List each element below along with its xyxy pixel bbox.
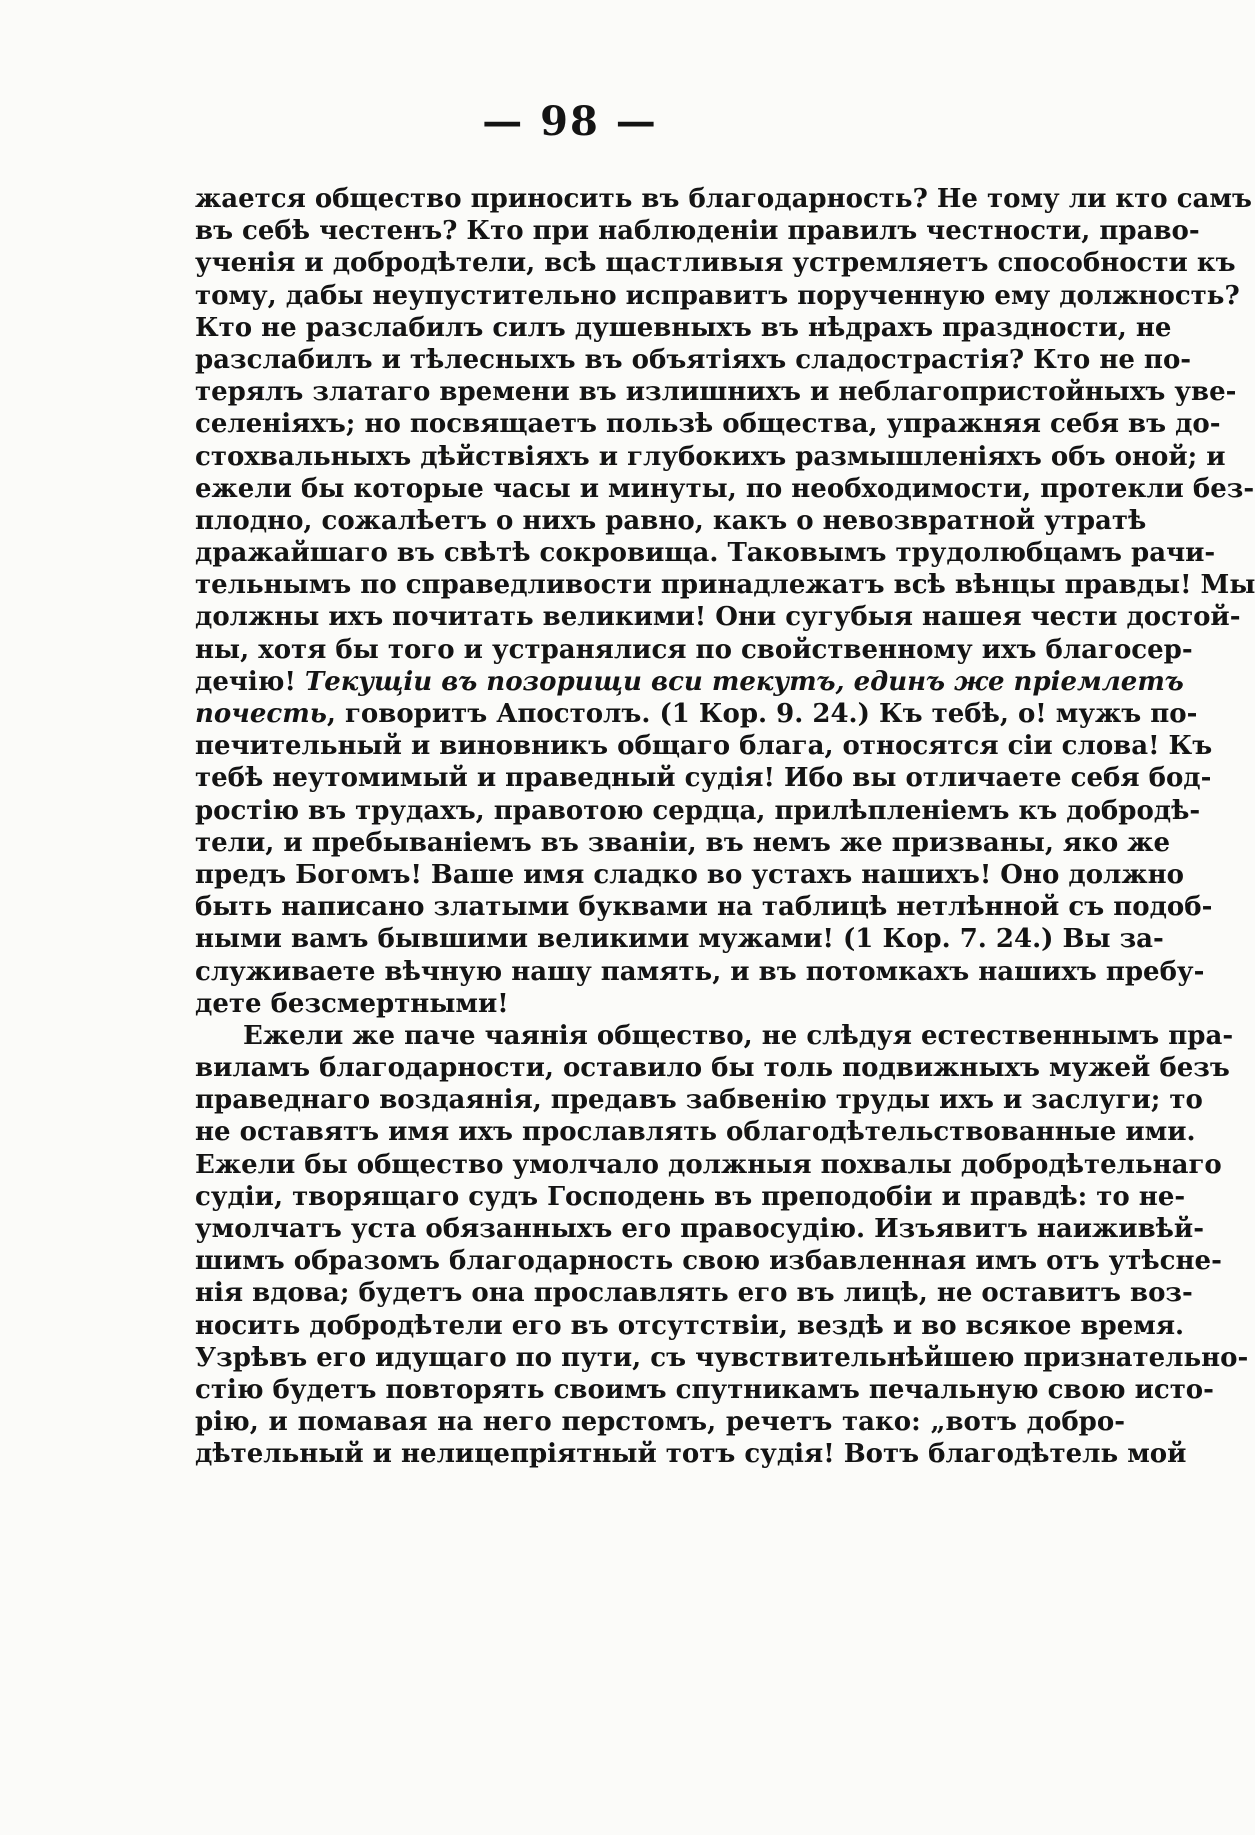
text-line: служиваете вѣчную нашу память, и въ потомкахъ нашихъ пребу- xyxy=(195,956,1205,987)
text-line: ежели бы которые часы и минуты, по необходимости, протекли без- xyxy=(195,473,1255,504)
text-line: печительный и виновникъ общаго блага, относятся сіи слова! Къ xyxy=(195,731,1213,762)
text-line: судіи, творящаго судъ Господень въ преподобіи и правдѣ: то не- xyxy=(195,1181,1186,1212)
text-line xyxy=(195,666,1184,698)
text-line: умолчатъ уста обязанныхъ его правосудію. Изъявитъ наиживѣй- xyxy=(195,1214,1204,1244)
text-line: не оставятъ имя ихъ прославлять облагодѣтельствованные ими. xyxy=(195,1117,1196,1148)
text-line: Узрѣвъ его идущаго по пути, съ чувствительнѣйшею признательно- xyxy=(195,1342,1249,1373)
text-line: тельнымъ по справедливости принадлежатъ всѣ вѣнцы правды! Мы xyxy=(195,570,1255,601)
text-line: селеніяхъ; но посвящаетъ пользѣ общества, упражняя себя въ до- xyxy=(195,409,1221,440)
text-segment: дечію! xyxy=(195,666,305,697)
text-line xyxy=(195,698,1198,730)
text-line: ростію въ трудахъ, правотою сердца, прилѣпленіемъ къ добродѣ- xyxy=(195,795,1201,826)
text-line: предъ Богомъ! Ваше имя сладко во устахъ нашихъ! Оно должно xyxy=(195,859,1185,890)
text-line: ны, хотя бы того и устранялися по свойственному ихъ благосер- xyxy=(195,634,1193,665)
text-line: виламъ благодарности, оставило бы толь подвижныхъ мужей безъ xyxy=(195,1053,1230,1084)
page-number: — 98 — xyxy=(482,98,658,145)
text-line: праведнаго воздаянія, предавъ забвенію труды ихъ и заслуги; то xyxy=(195,1085,1203,1116)
text-line: дете безсмертными! xyxy=(195,988,509,1019)
text-line: нія вдова; будетъ она прославлять его въ лицѣ, не оставитъ воз- xyxy=(195,1278,1193,1309)
text-line: ученія и добродѣтели, всѣ щастливыя устремляетъ способности къ xyxy=(195,248,1236,279)
text-line: въ себѣ честенъ? Кто при наблюденіи правилъ честности, право- xyxy=(195,216,1200,247)
text-line: тому, дабы неупустительно исправитъ порученную ему должность? xyxy=(195,280,1240,311)
text-line: дѣтельный и нелицепріятный тотъ судія! Вотъ благодѣтель мой xyxy=(195,1439,1187,1470)
text-segment: , говоритъ Апостолъ. (1 Кор. 9. 24.) Къ тебѣ, о! мужъ по- xyxy=(326,699,1198,729)
text-line: плодно, сожалѣетъ о нихъ равно, какъ о невозвратной утратѣ xyxy=(195,505,1147,536)
text-line: ными вамъ бывшими великими мужами! (1 Кор. 7. 24.) Вы за- xyxy=(195,924,1164,955)
text-line: Кто не разслабилъ силъ душевныхъ въ нѣдрахъ праздности, не xyxy=(195,312,1172,343)
text-line: Ежели же паче чаянія общество, не слѣдуя естественнымъ пра- xyxy=(243,1020,1234,1051)
text-line: стохвальныхъ дѣйствіяхъ и глубокихъ размышленіяхъ объ оной; и xyxy=(195,441,1226,472)
text-line: Ежели бы общество умолчало должныя похвалы добродѣтельнаго xyxy=(195,1149,1222,1180)
scripture-quote: почесть xyxy=(195,699,327,729)
text-line: дражайшаго въ свѣтѣ сокровища. Таковымъ трудолюбцамъ рачи- xyxy=(195,538,1216,569)
scripture-quote: Текущіи въ позорищи вси текутъ, единъ же пріемлетъ xyxy=(304,666,1184,697)
text-line: тебѣ неутомимый и праведный судія! Ибо вы отличаете себя бод- xyxy=(195,763,1212,794)
text-line: стію будетъ повторять своимъ спутникамъ печальную свою исто- xyxy=(195,1374,1214,1405)
text-line: шимъ образомъ благодарность свою избавленная имъ отъ утѣсне- xyxy=(195,1246,1222,1277)
text-line: быть написано златыми буквами на таблицѣ нетлѣнной съ подоб- xyxy=(195,892,1213,923)
text-line: терялъ златаго времени въ излишнихъ и неблагопристойныхъ уве- xyxy=(195,377,1237,408)
text-line: рію, и помавая на него перстомъ, речетъ тако: „вотъ добро- xyxy=(195,1407,1125,1438)
text-line: тели, и пребываніемъ въ званіи, въ немъ же призваны, яко же xyxy=(195,827,1171,858)
text-line: носить добродѣтели его въ отсутствіи, вездѣ и во всякое время. xyxy=(195,1310,1185,1341)
text-line: разслабилъ и тѣлесныхъ въ объятіяхъ сладострастія? Кто не по- xyxy=(195,344,1192,375)
body-text xyxy=(195,183,1255,1471)
text-line: должны ихъ почитать великими! Они сугубыя нашея чести достой- xyxy=(195,602,1241,633)
text-line: жается общество приносить въ благодарность? Не тому ли кто самъ xyxy=(195,184,1252,214)
